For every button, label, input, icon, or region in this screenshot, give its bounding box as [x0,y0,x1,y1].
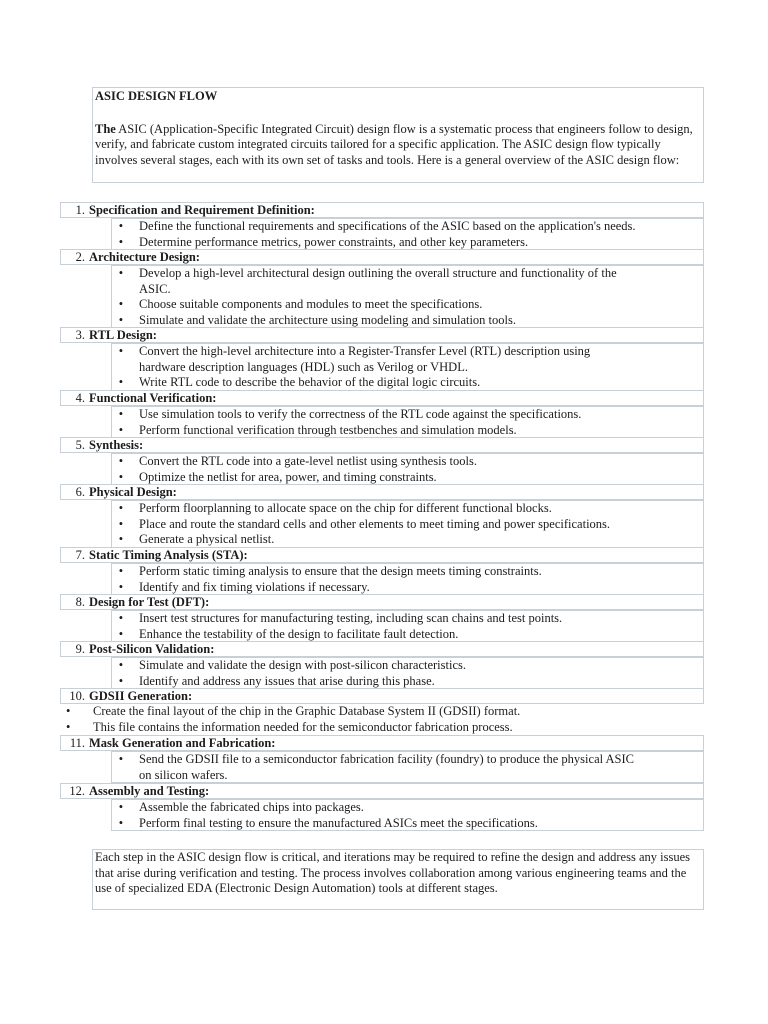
step-header [60,437,704,453]
step-bullets [111,500,704,548]
step-number: 12. [69,783,85,798]
bullet-text: Insert test structures for manufacturing testing, including scan chains and test points. [139,611,563,625]
bullet-text: Assemble the fabricated chips into packages. [139,800,364,814]
step-number: 1. [75,202,85,217]
step-bullets [111,610,704,642]
step-title: RTL Design: [89,327,157,342]
step-title: GDSII Generation: [89,688,193,703]
bullet-text: Choose suitable components and modules to meet the specifications. [139,297,483,312]
step-number: 4. [75,390,85,405]
step-bullets [111,218,704,250]
bullet-text: Identify and fix timing violations if necessary. [139,579,370,594]
step-title: Mask Generation and Fabrication: [89,735,276,750]
bullet-icon: • [118,469,124,484]
bullet-text: Simulate and validate the architecture using modeling and simulation tools. [139,312,516,327]
bullet-icon: • [66,719,71,734]
bullet-text: Write RTL code to describe the behavior of the digital logic circuits. [139,375,481,390]
bullet-icon: • [118,658,124,672]
bullet-text: Use simulation tools to verify the correctness of the RTL code against the specifications. [139,407,582,421]
bullet-text: Perform final testing to ensure the manufactured ASICs meet the specifications. [139,815,538,830]
step-title: Functional Verification: [89,390,217,405]
bullet-icon: • [66,704,71,718]
step-header [60,735,704,751]
step-bullets [111,751,704,783]
step-title: Post-Silicon Validation: [89,641,215,656]
bullet-text: Enhance the testability of the design to facilitate fault detection. [139,626,459,641]
bullet-icon: • [118,407,124,421]
bullet-icon: • [118,422,124,437]
intro-paragraph [95,122,701,169]
bullet-icon: • [118,815,124,830]
bullet-text: Generate a physical netlist. [139,532,275,547]
step-number: 8. [75,594,85,609]
step-number: 6. [75,484,85,499]
bullet-icon: • [118,626,124,641]
step-title: Assembly and Testing: [89,783,210,798]
step-title: Design for Test (DFT): [89,594,210,609]
bullet-text: Create the final layout of the chip in the Graphic Database System II (GDSII) format. [93,704,521,718]
step-header [60,547,704,563]
bullet-text: hardware description languages (HDL) such as Verilog or VHDL. [139,359,468,374]
bullet-icon: • [118,454,124,468]
step-title: Static Timing Analysis (STA): [89,547,248,562]
step-bullets [111,563,704,595]
step-number: 9. [75,641,85,656]
step-header [60,783,704,799]
intro-section [92,87,704,183]
step-title: Physical Design: [89,484,177,499]
step-bullets [111,657,704,689]
step-bullets [111,453,704,485]
step-number: 3. [75,327,85,342]
step-number: 11. [69,735,85,750]
bullet-icon: • [118,297,124,312]
step-header [60,688,704,704]
step-header [60,390,704,406]
intro-text: ASIC (Application-Specific Integrated Circuit) design flow is a systematic process that engineers follow to design, verify, and fabricate custom integrated circuits tailored for a specific application. The ASIC design flow typically involves several stages, each with its own set of tasks and tools. Here is a general overview of the ASIC design flow: [95,121,693,167]
step-header [60,641,704,657]
step-number: 10. [69,688,85,703]
bullet-text: Perform static timing analysis to ensure that the design meets timing constraints. [139,564,542,578]
step-bullets [111,265,704,328]
bullet-text: Define the functional requirements and specifications of the ASIC based on the application's needs. [139,219,636,233]
bullet-text: Perform floorplanning to allocate space on the chip for different functional blocks. [139,501,552,515]
step-bullets [111,343,704,391]
bullet-icon: • [118,673,124,688]
bullet-icon: • [118,312,124,327]
step-header [60,327,704,343]
bullet-icon: • [118,219,124,233]
bullet-icon: • [118,501,124,515]
bullet-text: Determine performance metrics, power constraints, and other key parameters. [139,234,529,249]
bullet-icon: • [118,375,124,390]
step-header [60,249,704,265]
bullet-text: Optimize the netlist for area, power, and timing constraints. [139,469,437,484]
step-header [60,594,704,610]
bullet-text: Place and route the standard cells and other elements to meet timing and power specifications. [139,516,611,531]
bullet-icon: • [118,234,124,249]
step-plain-bullet [66,704,696,720]
bullet-text: Develop a high-level architectural design outlining the overall structure and functionality of the [139,266,617,280]
step-title: Synthesis: [89,437,144,452]
bullet-text: Perform functional verification through testbenches and simulation models. [139,422,517,437]
bullet-icon: • [118,344,124,358]
bullet-text: on silicon wafers. [139,767,228,782]
bullet-icon: • [118,611,124,625]
bullet-icon: • [118,266,124,280]
step-number: 2. [75,249,85,264]
closing-paragraph: Each step in the ASIC design flow is critical, and iterations may be required to refine the design and address any issues that arise during verification and testing. The process involves collaboration among various engineering teams and the use of specialized EDA (Electronic Design Automation) tools at different stages. [92,849,704,910]
step-number: 7. [75,547,85,562]
step-number: 5. [75,437,85,452]
step-header [60,202,704,218]
bullet-text: Send the GDSII file to a semiconductor fabrication facility (foundry) to produce the physical ASIC [139,752,635,766]
bullet-icon: • [118,516,124,531]
bullet-text: ASIC. [139,281,171,296]
bullet-icon: • [118,532,124,547]
bullet-text: Convert the RTL code into a gate-level netlist using synthesis tools. [139,454,477,468]
step-bullets [111,406,704,438]
bullet-icon: • [118,579,124,594]
step-header [60,484,704,500]
step-title: Architecture Design: [89,249,200,264]
intro-lead-word: The [95,121,116,136]
document-title: ASIC DESIGN FLOW [95,89,218,103]
bullet-text: Convert the high-level architecture into a Register-Transfer Level (RTL) description using [139,344,591,358]
bullet-icon: • [118,752,124,766]
bullet-text: This file contains the information needed for the semiconductor fabrication process. [93,719,513,734]
bullet-text: Simulate and validate the design with post-silicon characteristics. [139,658,466,672]
bullet-icon: • [118,800,124,814]
bullet-icon: • [118,564,124,578]
step-plain-bullet [66,720,696,736]
step-title: Specification and Requirement Definition: [89,202,315,217]
bullet-text: Identify and address any issues that arise during this phase. [139,673,435,688]
step-bullets [111,799,704,831]
